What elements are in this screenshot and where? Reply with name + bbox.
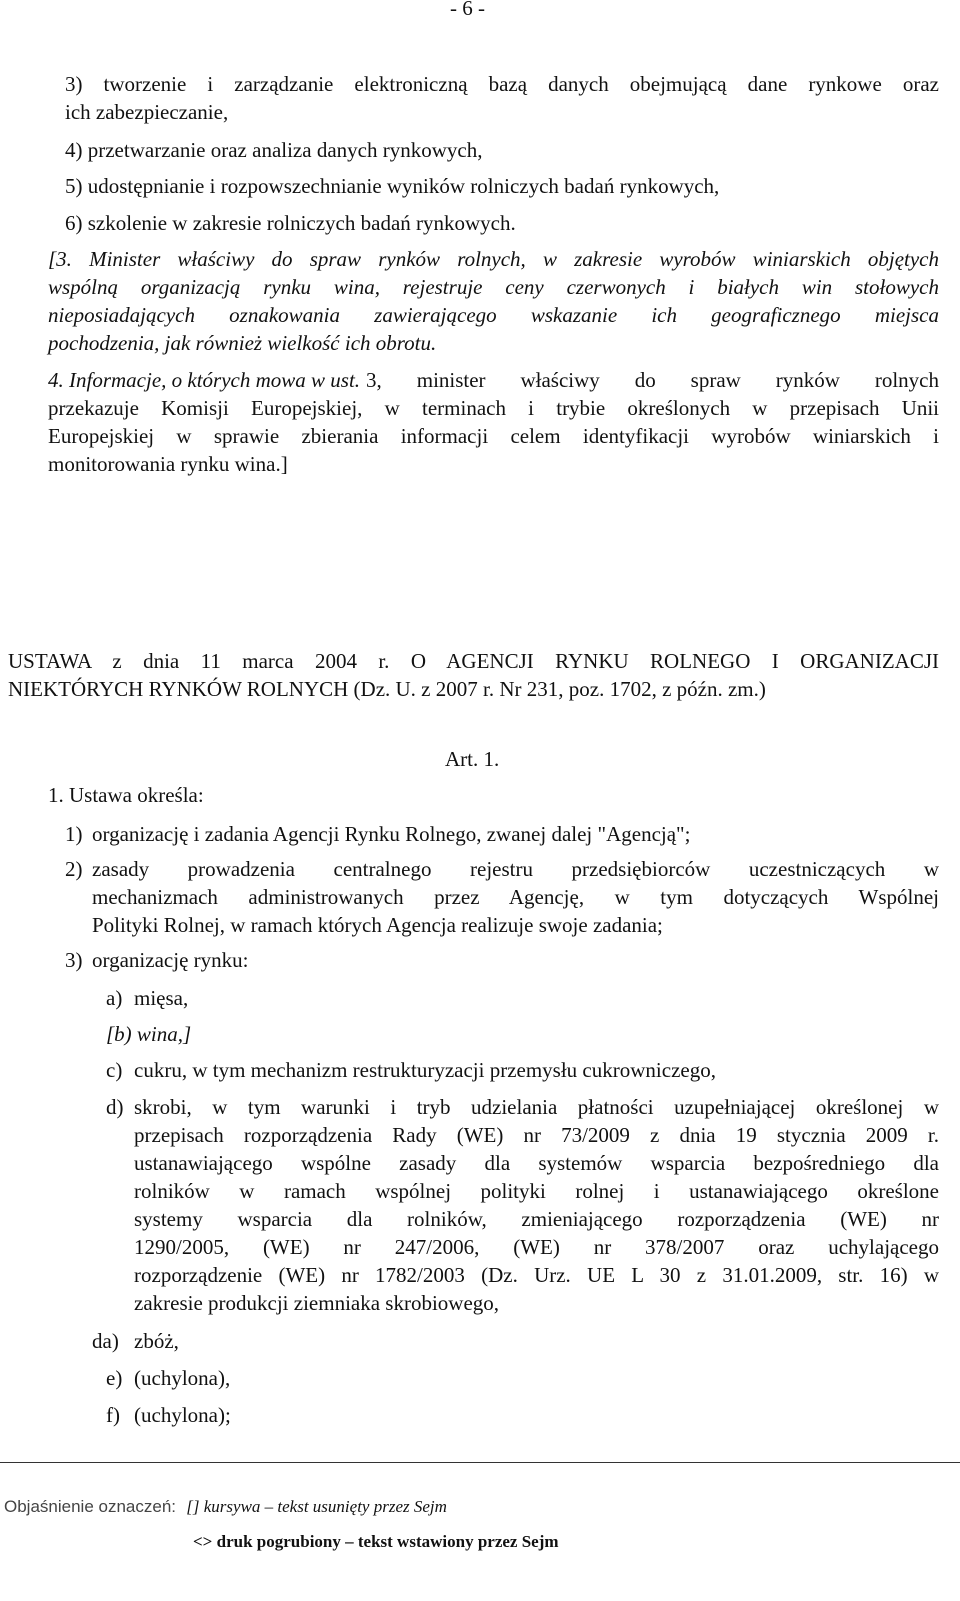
deleted-par4-line4: monitorowania rynku wina.]	[48, 452, 288, 476]
subitem-d-line8: zakresie produkcji ziemniaka skrobiowego,	[134, 1291, 500, 1315]
act-title-line2: NIEKTÓRYCH RYNKÓW ROLNYCH (Dz. U. z 2007 r. Nr 231, poz. 1702, z późn. zm.)	[8, 677, 766, 701]
subitem-d-line1: skrobi, w tym warunki i tryb udzielania płatności uzupełniającej określonej w	[134, 1095, 939, 1119]
subitem-e-text: (uchylona),	[134, 1366, 231, 1390]
subitem-e-num: e)	[106, 1366, 123, 1390]
item-2-line2: mechanizmach administrowanych przez Agencję, w tym dotyczących Wspólnej	[92, 885, 939, 909]
subitem-da-text: zbóż,	[134, 1329, 179, 1353]
subitem-da-num: da)	[92, 1329, 119, 1353]
item-2-line1: zasady prowadzenia centralnego rejestru przedsiębiorców uczestniczących w	[92, 857, 939, 881]
subitem-d-line6: 1290/2005, (WE) nr 247/2006, (WE) nr 378/2007 oraz uchylającego	[134, 1235, 939, 1259]
deleted-par3-line3: nieposiadających oznakowania zawierającego wskazanie ich geograficznego miejsca	[48, 303, 939, 327]
page-number: - 6 -	[450, 0, 485, 20]
deleted-par4-line3: Europejskiej w sprawie zbierania informacji celem identyfikacji wyrobów winiarskich i	[48, 424, 939, 448]
subitem-c-text: cukru, w tym mechanizm restrukturyzacji przemysłu cukrowniczego,	[134, 1058, 716, 1082]
subitem-c-num: c)	[106, 1058, 123, 1082]
legend-inserted-note: <> druk pogrubiony – tekst wstawiony przez Sejm	[193, 1532, 559, 1551]
subitem-f-text: (uchylona);	[134, 1403, 231, 1427]
subitem-a-text: mięsa,	[134, 986, 189, 1010]
subitem-d-line4: rolników w ramach wspólnej polityki rolnej i ustanawiającego określone	[134, 1179, 939, 1203]
legend-label: Objaśnienie oznaczeń:	[4, 1497, 177, 1516]
list-item-3-line1: 3) tworzenie i zarządzanie elektroniczną bazą danych obejmującą dane rynkowe oraz	[65, 72, 939, 96]
subitem-d-line7: rozporządzenie (WE) nr 1782/2003 (Dz. Urz. UE L 30 z 31.01.2009, str. 16) w	[134, 1263, 939, 1287]
subitem-d-line5: systemy wsparcia dla rolników, zmieniającego rozporządzenia (WE) nr	[134, 1207, 939, 1231]
deleted-par3-line2: wspólną organizacją rynku wina, rejestruje ceny czerwonych i białych win stołowych	[48, 275, 939, 299]
item-3-num: 3)	[65, 948, 83, 972]
act-title-line1: USTAWA z dnia 11 marca 2004 r. O AGENCJI RYNKU ROLNEGO I ORGANIZACJI	[8, 649, 939, 673]
deleted-par4-line1-rest: 3, minister właściwy do spraw rynków rolnych	[366, 368, 939, 392]
subitem-a-num: a)	[106, 986, 123, 1010]
subitem-d-line3: ustanawiającego wspólne zasady dla systemów wsparcia bezpośredniego dla	[134, 1151, 939, 1175]
article-heading: Art. 1.	[445, 747, 500, 771]
subitem-d-num: d)	[106, 1095, 124, 1119]
item-2-num: 2)	[65, 857, 83, 881]
legend-deleted-note: [] kursywa – tekst usunięty przez Sejm	[186, 1497, 447, 1516]
deleted-par4-line1-italic: 4. Informacje, o których mowa w ust.	[48, 368, 361, 392]
footer-divider	[0, 1462, 960, 1463]
deleted-par4-line1	[48, 366, 939, 394]
clause-1-intro: 1. Ustawa określa:	[48, 783, 204, 807]
list-item-4: 4) przetwarzanie oraz analiza danych rynkowych,	[65, 138, 483, 162]
footer-legend	[4, 1496, 447, 1518]
item-1-text: organizację i zadania Agencji Rynku Rolnego, zwanej dalej "Agencją";	[92, 822, 691, 846]
list-item-3-line2: ich zabezpieczanie,	[65, 100, 229, 124]
deleted-par3-line4: pochodzenia, jak również wielkość ich obrotu.	[48, 331, 437, 355]
item-3-text: organizację rynku:	[92, 948, 249, 972]
deleted-par3-line1: [3. Minister właściwy do spraw rynków rolnych, w zakresie wyrobów winiarskich objętych	[48, 247, 939, 271]
item-1-num: 1)	[65, 822, 83, 846]
subitem-b-deleted: [b) wina,]	[106, 1022, 192, 1046]
deleted-par4-line2: przekazuje Komisji Europejskiej, w terminach i trybie określonych w przepisach Unii	[48, 396, 939, 420]
list-item-5: 5) udostępnianie i rozpowszechnianie wyników rolniczych badań rynkowych,	[65, 174, 720, 198]
subitem-f-num: f)	[106, 1403, 120, 1427]
subitem-d-line2: przepisach rozporządzenia Rady (WE) nr 73/2009 z dnia 19 stycznia 2009 r.	[134, 1123, 939, 1147]
item-2-line3: Polityki Rolnej, w ramach których Agencja realizuje swoje zadania;	[92, 913, 663, 937]
list-item-6: 6) szkolenie w zakresie rolniczych badań rynkowych.	[65, 211, 516, 235]
